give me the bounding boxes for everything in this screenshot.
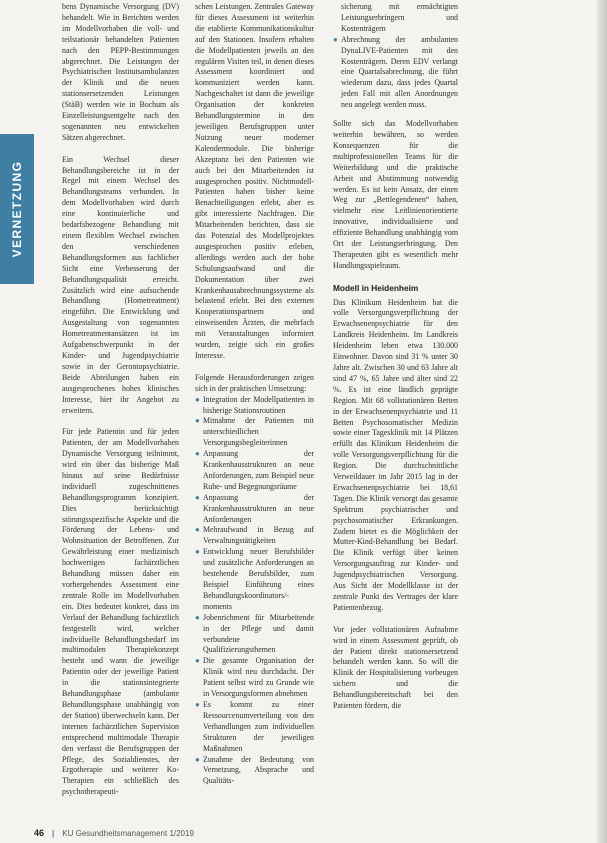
text-column-2	[195, 2, 314, 795]
paragraph: Sollte sich das Modellvorhaben weiterhin bewähren, so werden Konsequenzen für die multiprofessionellen Teams für die Weiterbildung und die praktische Arbeit und Abstimmung notwendig werden. Es ist kein Ansatz, der einen Weg zur „Bettlegendenen“ haben, vielmehr eine Leitlinienorientierte innovative, individualisierte und effiziente Behandlung unabhängig vom Ort der Leistungserbringung. Den Therapeuten gibt es wesentlich mehr Handlungsspielraum.	[333, 119, 458, 270]
paragraph: Das Klinikum Heidenheim hat die volle Versorgungsverpflichtung der Erwachsenenpsychiatrie für den Landkreis Heidenheim. Im Landkreis Heidenheim leben etwa 130.000 Einwohner. Davon sind 31 % unter 30 Jahre alt. Zwischen 30 und 63 Jahre alt sind 47 %, 65 Jahre und älter sind 22 %. Es ist eine ländlich geprägte Region. Mit 68 vollstationären Betten in der Erwachsenenpsychiatrie und 11 Betten Psychosomatischer Medizin sowie einer Tagesklinik mit 14 Plätzen erfüllt das Klinikum Heidenheim die volle Versorgungsverpflichtung für die Region. Die durchschnittliche Verweildauer im Jahr 2015 lag in der Erwachsenenpsychiatrie bei 18,61 Tagen. Die Klinik versorgt das gesamte Spektrum psychiatrischer und psychosomatischer Erkrankungen. Zudem bietet es die Möglichkeit der Mutter-Kind-Behandlung bei Bedarf. Die Klinik verfügt über keinen Versorgungsauftrag zur Kinder- und Jugendpsychiatrischen Versorgung. Aus Sicht der Modellklasse ist der zentrale Punkt des Vertrages der klare Patientenbezug.	[333, 297, 458, 612]
footer-separator: |	[52, 829, 55, 838]
paragraph: schen Leistungen. Zentrales Gateway für dieses Assessment ist weiterhin die etablierte Kommunikationskultur auf den Stationen. Insofern erhalten die Modellpatienten jeweils an den regulären Visiten teil, in denen dieses Assessment koordiniert und kommuniziert werden kann. Nachgeschaltet ist dann die jeweilige Organisation der konkreten Behandlungstermine in den jeweiligen Berufsgruppen unter Nutzung neuer moderner Kalendermodule. Die bisherige Akzeptanz bei den Patienten wie auch bei den Mitarbeitenden ist ausgesprochen positiv. Nichtmodell-Patienten haben bisher keine Benachteiligungen erlebt, aber es gibt interessierte Nachfragen. Die Mitarbeitenden berichten, dass sie das Potenzial des Modellprojektes ausgesprochen positiv erleben, allerdings werden auch der hohe Schulungsaufwand und die Dokumentation über zwei Krankenhausabrechnungssysteme als belastend erlebt. Bei den externen Kooperationspartnern und einweisenden Ärzten, die mehrfach mit Veranstaltungen informiert wurden, zeigte sich ein großes Interesse.	[195, 2, 314, 360]
journal-name: KU Gesundheitsmanagement 1/2019	[62, 829, 194, 838]
list-item	[195, 449, 314, 493]
bullet-icon: ●	[195, 416, 200, 426]
bullet-icon: ●	[195, 612, 200, 622]
paragraph: sicherung mit ermächtigten Leistungserbringern und Kostenträgern	[341, 2, 458, 33]
bullet-icon: ●	[195, 547, 200, 557]
list-item	[195, 700, 314, 755]
bullet-icon: ●	[195, 449, 200, 459]
list-item-text: Anpassung der Krankenhausstrukturen an neue Anforderungen	[203, 492, 314, 524]
challenges-list	[195, 395, 314, 788]
list-item-text: Zunahme der Bedeutung von Vernetzung, Absprache und Qualitäts-	[203, 754, 314, 786]
list-item	[195, 613, 314, 657]
paragraph: bens Dynamische Versorgung (DV) behandelt. Wie in Berichten werden im Modellvorhaben die voll- und teilstationär behandelten Patienten nach den PEPP-Bestimmungen abgerechnet. Die Leistungen der Psychiatrischen Institutsambulanzen der Klinik und die neuen stationsersetzenden Leistungen (StäB) werden wie in Bochum als Einzelleistungsentgelte nach den sogenannten neu entwickelten Sätzen abgerechnet.	[62, 2, 179, 142]
page-number: 46	[34, 828, 45, 838]
bullet-icon: ●	[195, 525, 200, 535]
list-item-text: Integration der Modellpatienten in bisherige Stationsroutinen	[203, 394, 314, 415]
list-item-text: Es kommt zu einer Ressourcenumverteilung von den Verhandlungen zum individuellen Strukturen der jeweiligen Maßnahmen	[203, 699, 314, 753]
paragraph: Folgende Herausforderungen zeigen sich in der praktischen Umsetzung:	[195, 372, 314, 393]
list-item	[333, 35, 458, 111]
list-item	[195, 656, 314, 700]
section-tab	[0, 134, 34, 284]
list-item	[195, 493, 314, 526]
bullet-icon: ●	[195, 394, 200, 404]
list-item-text: Abrechnung der ambulanten DynaLIVE-Patienten mit den Kostenträgern. Deren EDV verlangt eine Quartalsabrechnung, die führt wiederum dazu, dass jedes Quartal jeden Fall mit allen Anordnungen neu angelegt werden muss.	[341, 34, 458, 110]
list-item	[195, 416, 314, 449]
text-column-1	[62, 2, 179, 809]
list-item	[195, 395, 314, 417]
list-item-text: Jobenrichment für Mitarbeitende in der Pflege und damit verbundene Qualifizierungsthemen	[203, 612, 314, 655]
list-item	[195, 525, 314, 547]
list-item-text: Mehraufwand in Bezug auf Verwaltungstätigkeiten	[203, 525, 314, 546]
bullet-icon: ●	[195, 656, 200, 666]
section-tab-label: VERNETZUNG	[10, 160, 24, 258]
list-item-text: Entwicklung neuer Berufsbilder und zusätzliche Anforderungen an bestehende Berufsbilder, zum Beispiel Einführung eines Behandlungskoordinators/-moments	[203, 547, 314, 611]
list-item	[195, 755, 314, 788]
bullet-icon: ●	[333, 34, 338, 44]
page-edge-shadow	[597, 0, 607, 843]
paragraph: Vor jeder vollstationären Aufnahme wird in einem Assessment geprüft, ob der Patient direkt stationsersetzend behandelt werden kann. So will die Klinik der Hospitalisierung vorbeugen sichern und die Behandlungsbereitschaft bei den Patienten fördern, die	[333, 624, 458, 711]
billing-list	[333, 35, 458, 111]
bullet-icon: ●	[195, 699, 200, 709]
list-item-text: Die gesamte Organisation der Klinik wird neu durchdacht. Der Patient selbst wird zu Grunde wie in Versorgungsformen abnehmen	[203, 656, 314, 699]
bullet-icon: ●	[195, 754, 200, 764]
section-heading: Modell in Heidenheim	[333, 282, 419, 293]
list-item-text: Anpassung der Krankenhausstrukturen an neue Anforderungen, zum Beispiel neue Ruhe- und Begegnungsräume	[203, 449, 314, 491]
list-item-text: Mitnahme der Patienten mit unterschiedlichen Versorgungsbegleiterinnen	[203, 416, 314, 448]
page-footer	[34, 828, 194, 838]
list-item	[195, 547, 314, 612]
text-column-3	[333, 2, 458, 723]
paragraph: Für jede Patientin und für jeden Patienten, der am Modellvorhaben Dynamische Versorgung teilnimmt, wird ein über das bisherige Maß hinaus auf seine Bedürfnisse individuell zugeschnittenes Behandlungsprogramm konzipiert. Dies berücksichtigt störungsspezifische Aspekte und die Förderung der Lebens- und Wohnsituation der Betroffenen. Zur Gewährleistung einer medizinisch hochwertigen fachärztlichen Behandlung müssen daher ein vorhergehendes Assessment eine zentrale Rolle im Modellvorhaben ein. Dies bedeutet konkret, dass im Verlauf der Behandlung fachärztlich festgestellt wird, welcher individuelle Behandlungsbedarf im multimodalen Therapiekonzept besteht und wann die jeweilige Patientin oder der jeweilige Patient in die stationsintegrierte Behandlungsphase (ambulante Behandlungsphase unabhängig von der Station) überwechseln kann. Der internen fachärztlichen Supervision entsprechend multimodale Therapie den verfasst die Berufsgruppen der Pflege, des Sozialdienstes, der Ergotherapie und weiterer Ko-Therapien ein schließlich des psychotherapeuti-	[62, 427, 179, 797]
bullet-icon: ●	[195, 492, 200, 502]
paragraph: Ein Wechsel dieser Behandlungsbereiche ist in der Regel mit einem Wechsel des Behandlungsteams verbunden. In dem Modellvorhaben wird durch eine kontinuierliche und bedarfsbezogene Behandlung mit einem flexiblen Wechsel zwischen den verschiedenen Behandlungsformen aus fachlicher Sicht eine Verbesserung der Behandlungsqualität erreicht. Zusätzlich wird eine aufsuchende Behandlung (Hometreatment) eingeführt. Die Entwicklung und Ausgestaltung von sogenannten Hometreatmentansätzen ist im Aufgabenschwerpunkt in der Kinder- und Jugendpsychiatrie sowie in der Gerontopsychiatrie. Beide Abteilungen haben ein ausgesprochenes hohes klinisches Interesse, hier ihr Angebot zu erweitern.	[62, 154, 179, 415]
